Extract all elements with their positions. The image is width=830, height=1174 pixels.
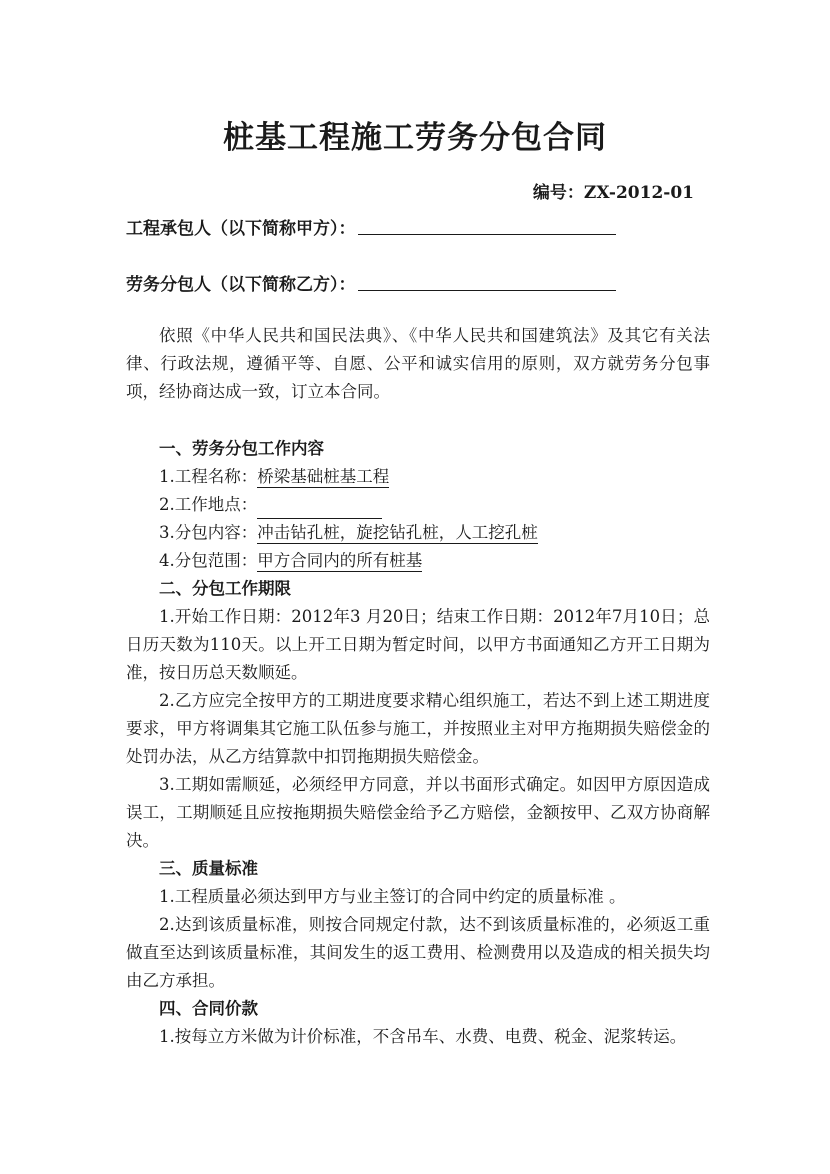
section1-item4 [126,547,710,575]
section1-item3 [126,519,710,547]
item4-label: 4.分包范围： [159,551,258,570]
item2-label: 2.工作地点： [159,495,258,514]
section1-item1 [126,463,710,491]
section4-para1: 1.按每立方米做为计价标准，不含吊车、水费、电费、税金、泥浆转运。 [159,1027,687,1046]
party-a-blank [358,233,616,235]
party-b-label: 劳务分包人（以下简称乙方）： [126,275,356,295]
section3-heading: 三、质量标准 [159,859,258,878]
party-a-line [126,214,616,239]
party-b-blank [358,289,616,291]
item1-value: 桥梁基础桩基工程 [257,467,390,486]
section2-para3: 3.工期如需顺延，必须经甲方同意，并以书面形式确定。如因甲方原因造成误工，工期顺延且应按拖期损失赔偿金给予乙方赔偿，金额按甲、乙双方协商解决。 [126,775,710,850]
party-b-line [126,270,616,295]
section2-heading: 二、分包工作期限 [159,579,291,598]
section2-para2: 2.乙方应完全按甲方的工期进度要求精心组织施工，若达不到上述工期进度要求，甲方将调集其它施工队伍参与施工，并按照业主对甲方拖期损失赔偿金的处罚办法，从乙方结算款中扣罚拖期损失赔偿金。 [126,691,710,766]
item2-blank [257,500,382,519]
item4-value: 甲方合同内的所有桩基 [257,551,423,570]
contract-number: 编号：ZX-2012-01 [532,183,694,203]
document-title: 桩基工程施工劳务分包合同 [223,120,607,156]
item3-label: 3.分包内容： [159,523,258,542]
item3-value: 冲击钻孔桩，旋挖钻孔桩，人工挖孔桩 [257,523,538,542]
item1-label: 1.工程名称： [159,467,258,486]
section1-item2 [126,491,710,519]
preamble-paragraph: 依照《中华人民共和国民法典》、《中华人民共和国建筑法》及其它有关法律、行政法规，遵循平等、自愿、公平和诚实信用的原则，双方就劳务分包事项，经协商达成一致，订立本合同。 [126,326,710,401]
section3-para2: 2.达到该质量标准，则按合同规定付款，达不到该质量标准的，必须返工重做直至达到该质量标准，其间发生的返工费用、检测费用以及造成的相关损失均由乙方承担。 [126,915,710,990]
section1-heading: 一、劳务分包工作内容 [159,439,324,458]
section2-para1: 1.开始工作日期：2012年3 月20日；结束工作日期：2012年7月10日；总日历天数为110天。以上开工日期为暂定时间，以甲方书面通知乙方开工日期为准，按日历总天数顺延。 [126,607,710,682]
section4-heading: 四、合同价款 [159,999,258,1018]
section3-para1: 1.工程质量必须达到甲方与业主签订的合同中约定的质量标准 。 [159,887,626,906]
party-a-label: 工程承包人（以下简称甲方）： [126,219,356,239]
